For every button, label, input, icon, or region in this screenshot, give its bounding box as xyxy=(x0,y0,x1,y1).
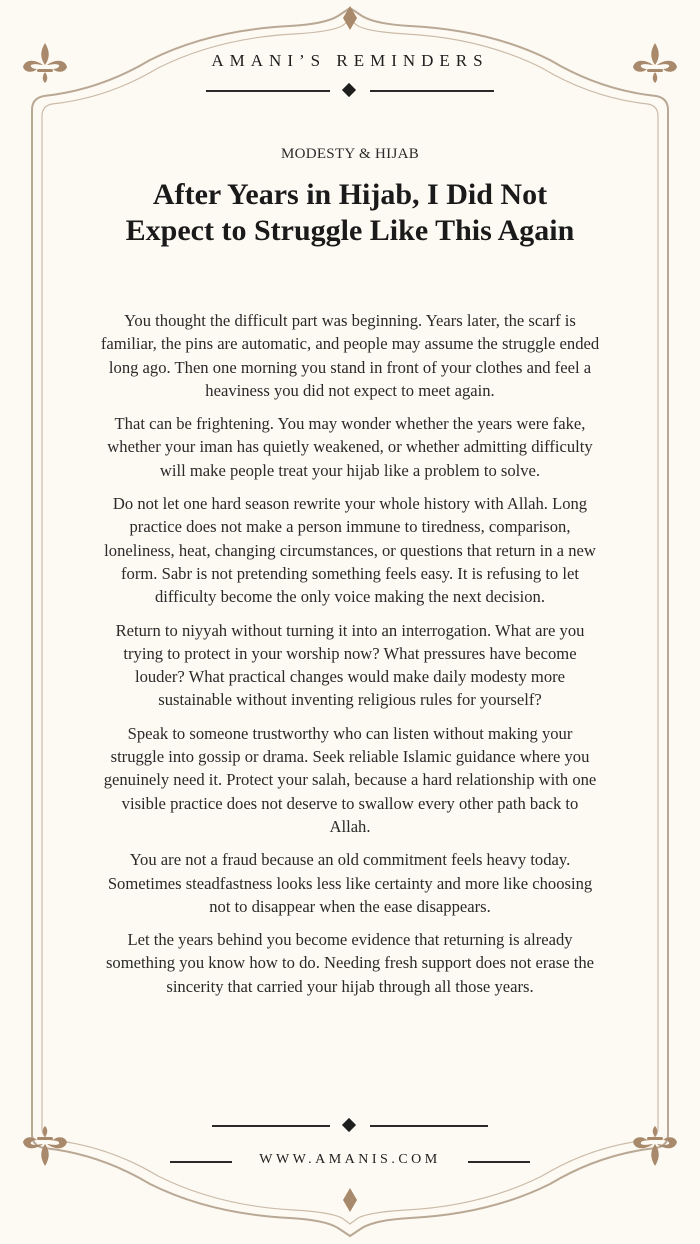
category-label: MODESTY & HIJAB xyxy=(280,146,420,162)
article-paragraph: Speak to someone trustworthy who can listen without making your struggle into gossip or drama. Seek reliable Islamic guidance where you genuinely need it. Protect your salah, because a hard relationship with one visible practice does not deserve to swallow every other path back to Allah. xyxy=(103,723,597,836)
article-paragraph: Let the years behind you become evidence that returning is already something you know how to do. Needing fresh support does not erase the sincerity that carried your hijab through all those years. xyxy=(105,930,595,996)
article-paragraph: That can be frightening. You may wonder whether the years were fake, whether your iman has quietly weakened, or whether admitting difficulty will make people treat your hijab like a problem to solve. xyxy=(107,414,593,480)
website-link[interactable]: WWW.AMANIS.COM xyxy=(259,1152,441,1167)
article-title: After Years in Hijab, I Did Not Expect to Struggle Like This Again xyxy=(125,178,575,247)
footer-divider-left xyxy=(212,1125,330,1127)
website-rule-right xyxy=(468,1161,530,1163)
top-ornament-icon xyxy=(343,6,357,30)
footer-divider-right xyxy=(370,1125,488,1127)
article-body xyxy=(100,309,600,1008)
brand-name: AMANI’S REMINDERS xyxy=(211,51,489,70)
article-paragraph: Return to niyyah without turning it into an interrogation. What are you trying to protect in your worship now? What pressures have become louder? What practical changes would make daily modesty more sustainable without inventing religious rules for yourself? xyxy=(115,620,585,710)
header-divider-left xyxy=(206,90,330,92)
article-paragraph: You are not a fraud because an old commitment feels heavy today. Sometimes steadfastness looks less like certainty and more like choosing not to disappear when the ease disappears. xyxy=(107,850,593,916)
article-paragraph: You thought the difficult part was beginning. Years later, the scarf is familiar, the pins are automatic, and people may assume the struggle ended long ago. Then one morning you stand in front of your clothes and feel a heaviness you did not expect to meet again. xyxy=(100,311,600,400)
bottom-ornament-icon xyxy=(343,1188,357,1212)
header-divider-right xyxy=(370,90,494,92)
article-paragraph: Do not let one hard season rewrite your whole history with Allah. Long practice does not make a person immune to tiredness, comparison, loneliness, heat, changing circumstances, or questions that return in a new form. Sabr is not pretending something feels easy. It is refusing to let difficulty become the only voice making the next decision. xyxy=(104,494,596,607)
